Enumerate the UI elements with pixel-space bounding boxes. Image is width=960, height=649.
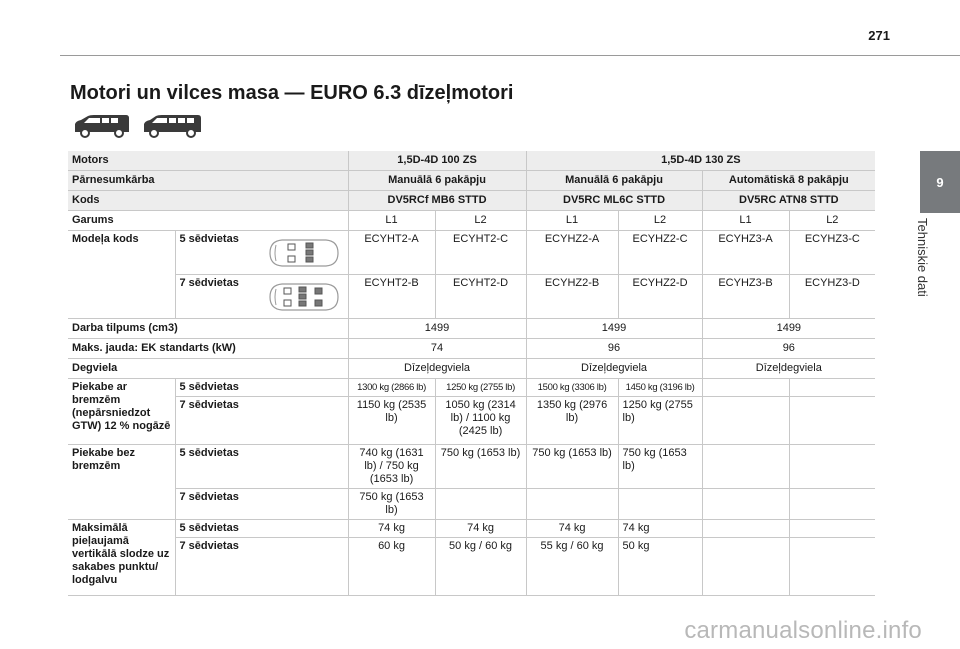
- towball-value: 74 kg: [526, 520, 618, 538]
- unbraked-label: Piekabe bez bremzēm: [68, 445, 175, 520]
- unbraked-value: 750 kg (1653 lb): [435, 445, 526, 489]
- page-number: 271: [868, 28, 890, 43]
- towball-value: 74 kg: [618, 520, 702, 538]
- chapter-tab[interactable]: 9: [920, 151, 960, 213]
- power-label: Maks. jauda: EK standarts (kW): [68, 339, 348, 359]
- model-5-seats: 5 sēdvietas: [175, 231, 258, 275]
- gearbox-a: Manuālā 6 pakāpju: [348, 171, 526, 191]
- seat-layout-7-icon: [262, 280, 342, 314]
- displacement-a: 1499: [348, 319, 526, 339]
- braked-value: 1050 kg (2314 lb) / 1100 kg (2425 lb): [435, 397, 526, 445]
- towball-value: 74 kg: [435, 520, 526, 538]
- empty-cell: [702, 397, 789, 445]
- towball-value: 55 kg / 60 kg: [526, 538, 618, 596]
- braked-label: Piekabe ar bremzēm (nepārsniedzot GTW) 12 % nogāzē: [68, 379, 175, 445]
- model-7-seats: 7 sēdvietas: [175, 275, 258, 319]
- towball-7-seats: 7 sēdvietas: [175, 538, 348, 596]
- row-unbraked-7: [68, 489, 875, 520]
- model-code: ECYHZ3-A: [702, 231, 789, 275]
- braked-value: 1500 kg (3306 lb): [526, 379, 618, 397]
- row-code: [68, 191, 875, 211]
- gearbox-b: Manuālā 6 pakāpju: [526, 171, 702, 191]
- model-code: ECYHZ2-D: [618, 275, 702, 319]
- page-title: Motori un vilces masa — EURO 6.3 dīzeļmotori: [70, 82, 514, 104]
- model-code: ECYHZ3-B: [702, 275, 789, 319]
- braked-value: 1250 kg (2755 lb): [435, 379, 526, 397]
- engine-a: 1,5D-4D 100 ZS: [348, 151, 526, 171]
- towball-label: Maksimālā pieļaujamā vertikālā slodze uz sakabes punktu/ lodgalvu: [68, 520, 175, 596]
- fuel-c: Dīzeļdegviela: [702, 359, 875, 379]
- code-label: Kods: [68, 191, 348, 211]
- empty-cell: [526, 489, 618, 520]
- braked-value: 1450 kg (3196 lb): [618, 379, 702, 397]
- row-model-7: [68, 275, 875, 319]
- towball-value: 50 kg / 60 kg: [435, 538, 526, 596]
- row-displacement: [68, 319, 875, 339]
- displacement-c: 1499: [702, 319, 875, 339]
- model-code: ECYHT2-A: [348, 231, 435, 275]
- vehicle-icons: [72, 114, 202, 138]
- unbraked-value: 750 kg (1653 lb): [526, 445, 618, 489]
- fuel-label: Degviela: [68, 359, 348, 379]
- braked-7-seats: 7 sēdvietas: [175, 397, 348, 445]
- braked-value: 1250 kg (2755 lb): [618, 397, 702, 445]
- row-model-5: [68, 231, 875, 275]
- empty-cell: [789, 397, 875, 445]
- power-b: 96: [526, 339, 702, 359]
- empty-cell: [789, 520, 875, 538]
- chapter-label: Tehniskie dati: [915, 218, 930, 297]
- power-c: 96: [702, 339, 875, 359]
- spec-table: [68, 151, 875, 596]
- unbraked-7-seats: 7 sēdvietas: [175, 489, 348, 520]
- braked-value: 1350 kg (2976 lb): [526, 397, 618, 445]
- length-value: L1: [348, 211, 435, 231]
- model-code: ECYHZ2-B: [526, 275, 618, 319]
- row-motors: [68, 151, 875, 171]
- displacement-label: Darba tilpums (cm3): [68, 319, 348, 339]
- empty-cell: [702, 489, 789, 520]
- model-code: ECYHT2-C: [435, 231, 526, 275]
- row-towball-5: [68, 520, 875, 538]
- empty-cell: [618, 489, 702, 520]
- model-code: ECYHZ2-A: [526, 231, 618, 275]
- length-value: L2: [435, 211, 526, 231]
- row-gearbox: [68, 171, 875, 191]
- header-rule: [60, 55, 960, 56]
- code-c: DV5RC ATN8 STTD: [702, 191, 875, 211]
- braked-value: 1300 kg (2866 lb): [348, 379, 435, 397]
- model-code: ECYHT2-D: [435, 275, 526, 319]
- model-code: ECYHZ2-C: [618, 231, 702, 275]
- row-braked-7: [68, 397, 875, 445]
- towball-value: 60 kg: [348, 538, 435, 596]
- empty-cell: [702, 379, 789, 397]
- van-long-icon: [142, 114, 202, 138]
- empty-cell: [702, 520, 789, 538]
- braked-5-seats: 5 sēdvietas: [175, 379, 348, 397]
- row-unbraked-5: [68, 445, 875, 489]
- watermark: carmanualsonline.info: [684, 617, 922, 644]
- row-fuel: [68, 359, 875, 379]
- towball-5-seats: 5 sēdvietas: [175, 520, 348, 538]
- empty-cell: [435, 489, 526, 520]
- length-value: L1: [702, 211, 789, 231]
- gearbox-c: Automātiskā 8 pakāpju: [702, 171, 875, 191]
- model-code: ECYHZ3-C: [789, 231, 875, 275]
- row-power: [68, 339, 875, 359]
- empty-cell: [789, 489, 875, 520]
- unbraked-value: 750 kg (1653 lb): [348, 489, 435, 520]
- length-value: L2: [789, 211, 875, 231]
- empty-cell: [789, 538, 875, 596]
- unbraked-5-seats: 5 sēdvietas: [175, 445, 348, 489]
- van-short-icon: [72, 114, 132, 138]
- displacement-b: 1499: [526, 319, 702, 339]
- row-braked-5: [68, 379, 875, 397]
- towball-value: 74 kg: [348, 520, 435, 538]
- length-value: L1: [526, 211, 618, 231]
- row-towball-7: [68, 538, 875, 596]
- empty-cell: [702, 445, 789, 489]
- power-a: 74: [348, 339, 526, 359]
- unbraked-value: 750 kg (1653 lb): [618, 445, 702, 489]
- fuel-b: Dīzeļdegviela: [526, 359, 702, 379]
- seat-layout-5-icon: [262, 236, 342, 270]
- code-a: DV5RCf MB6 STTD: [348, 191, 526, 211]
- length-value: L2: [618, 211, 702, 231]
- model-label: Modeļa kods: [68, 231, 175, 319]
- empty-cell: [789, 379, 875, 397]
- model-code: ECYHZ3-D: [789, 275, 875, 319]
- towball-value: 50 kg: [618, 538, 702, 596]
- code-b: DV5RC ML6C STTD: [526, 191, 702, 211]
- gearbox-label: Pārnesumkārba: [68, 171, 348, 191]
- braked-value: 1150 kg (2535 lb): [348, 397, 435, 445]
- engine-b: 1,5D-4D 130 ZS: [526, 151, 875, 171]
- fuel-a: Dīzeļdegviela: [348, 359, 526, 379]
- empty-cell: [702, 538, 789, 596]
- empty-cell: [789, 445, 875, 489]
- model-code: ECYHT2-B: [348, 275, 435, 319]
- length-label: Garums: [68, 211, 348, 231]
- unbraked-value: 740 kg (1631 lb) / 750 kg (1653 lb): [348, 445, 435, 489]
- motors-label: Motors: [68, 151, 348, 171]
- row-length: [68, 211, 875, 231]
